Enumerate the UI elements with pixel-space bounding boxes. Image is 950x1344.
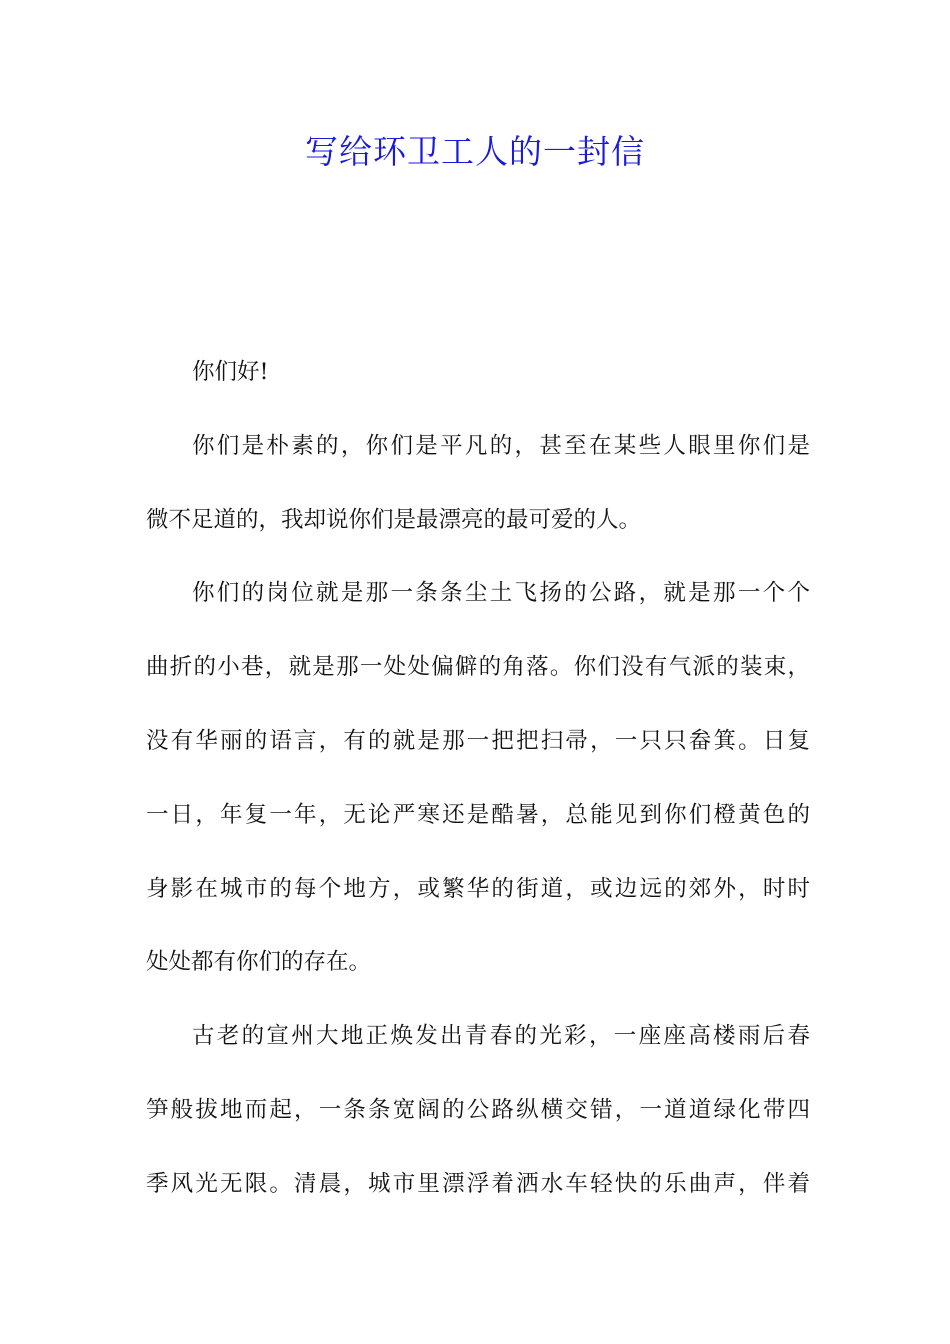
paragraph-line: 你们的岗位就是那一条条尘土飞扬的公路，就是那一个个 xyxy=(192,580,810,607)
paragraph-line: 季风光无限。清晨，城市里漂浮着洒水车轻快的乐曲声，伴着 xyxy=(146,1170,810,1197)
paragraph-line: 没有华丽的语言，有的就是那一把把扫帚，一只只畚箕。日复 xyxy=(146,727,810,754)
letter-body xyxy=(146,336,810,1222)
greeting-line: 你们好! xyxy=(192,359,269,385)
paragraph-line: 处处都有你们的存在。 xyxy=(146,949,372,976)
paragraph-line: 笋般拔地而起，一条条宽阔的公路纵横交错，一道道绿化带四 xyxy=(146,1096,810,1123)
paragraph-line: 你们是朴素的，你们是平凡的，甚至在某些人眼里你们是 xyxy=(192,432,810,459)
paragraph-line: 古老的宣州大地正焕发出青春的光彩，一座座高楼雨后春 xyxy=(192,1023,810,1050)
paragraph-line: 微不足道的，我却说你们是最漂亮的最可爱的人。 xyxy=(146,506,642,533)
paragraph-line: 曲折的小巷，就是那一处处偏僻的角落。你们没有气派的装束， xyxy=(146,654,810,681)
document-title: 写给环卫工人的一封信 xyxy=(305,132,645,171)
paragraph-line: 身影在城市的每个地方，或繁华的街道，或边远的郊外，时时 xyxy=(146,875,810,902)
paragraph-line: 一日，年复一年，无论严寒还是酷暑，总能见到你们橙黄色的 xyxy=(146,801,810,828)
